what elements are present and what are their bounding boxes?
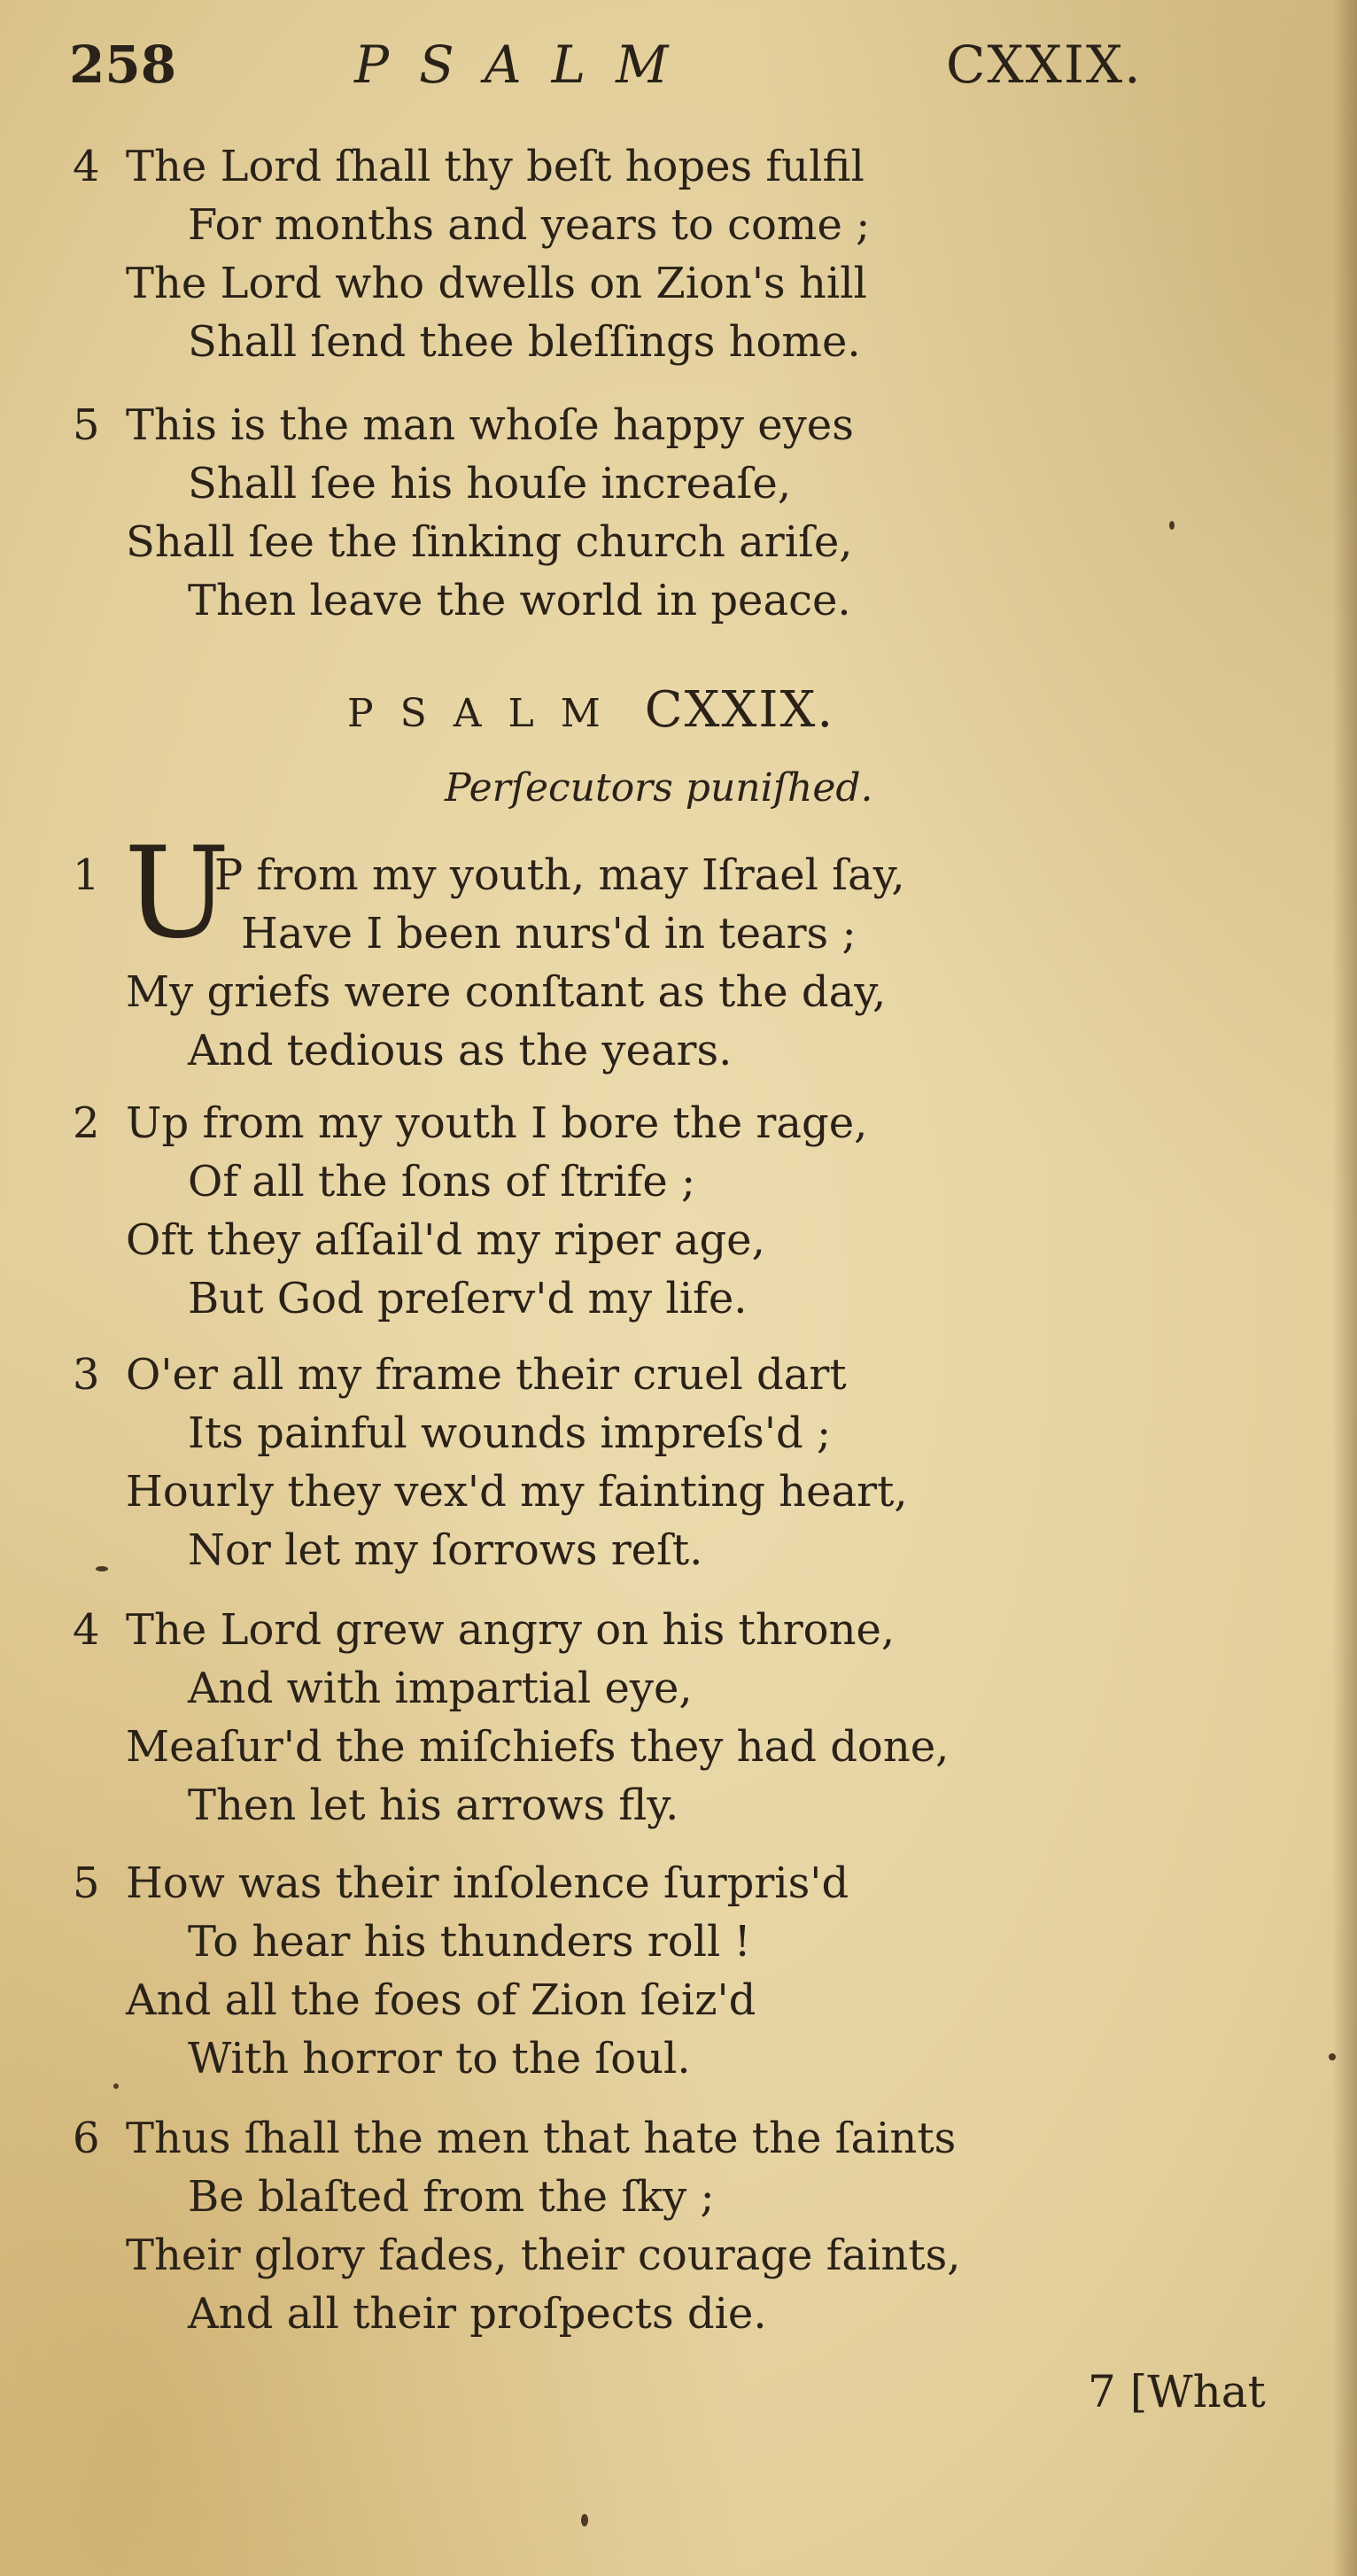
verse-line: Its painful wounds impreſs'd ;: [188, 1408, 832, 1458]
verse-line: To hear his thunders roll !: [188, 1917, 751, 1967]
stanza-number: 1: [73, 850, 100, 900]
verse-line: With horror to the ſoul.: [188, 2034, 691, 2083]
verse-line: And all the foes of Zion ſeiz'd: [126, 1975, 756, 2025]
stanza-number: 5: [73, 400, 100, 450]
stanza-number: 4: [73, 1605, 100, 1655]
verse-line: Up from my youth I bore the rage,: [126, 1098, 868, 1148]
verse-line: And tedious as the years.: [188, 1026, 733, 1075]
verse-line: Shall ſend thee bleſſings home.: [188, 317, 861, 367]
verse-line: Hourly they vex'd my fainting heart,: [126, 1467, 908, 1517]
verse-line: P from my youth, may Iſrael ſay,: [214, 850, 905, 900]
verse-line: Thus ſhall the men that hate the ſaints: [126, 2114, 957, 2163]
catchword: 7 [What: [1088, 2366, 1266, 2417]
verse-line: For months and years to come ;: [188, 200, 871, 250]
verse-line: The Lord ſhall thy beſt hopes fulfil: [126, 142, 865, 191]
psalm-title-numeral: CXXIX.: [644, 681, 835, 739]
verse-line: Of all the ſons of ſtrife ;: [188, 1157, 696, 1207]
verse-line: Have I been nurs'd in tears ;: [241, 909, 857, 958]
verse-line: This is the man whoſe happy eyes: [126, 400, 854, 450]
verse-line: And with impartial eye,: [188, 1664, 693, 1713]
verse-line: Meaſur'd the miſchiefs they had done,: [126, 1722, 950, 1772]
stanza-number: 4: [73, 142, 100, 191]
verse-line: Shall ſee his houſe increaſe,: [188, 459, 792, 508]
verse-line: Nor let my ſorrows reſt.: [188, 1525, 703, 1575]
verse-line: Shall ſee the ſinking church ariſe,: [126, 517, 853, 567]
verse-line: The Lord who dwells on Zion's hill: [126, 259, 867, 308]
psalm-title-word: PSALM: [347, 691, 627, 736]
verse-line: The Lord grew angry on his throne,: [126, 1605, 896, 1655]
stanza-number: 2: [73, 1098, 100, 1148]
verse-line: Oft they aſſail'd my riper age,: [126, 1215, 765, 1265]
stanza-number: 6: [73, 2114, 100, 2163]
verse-line: Then leave the world in peace.: [188, 576, 851, 625]
verse-line: My griefs were conſtant as the day,: [126, 967, 887, 1017]
drop-cap: U: [124, 820, 230, 966]
running-title: PSALM: [354, 35, 699, 95]
verse-line: And all their proſpects die.: [188, 2289, 767, 2339]
psalm-subtitle: Perſecutors puniſhed.: [445, 765, 873, 811]
page-number: 258: [69, 35, 177, 95]
verse-line: O'er all my frame their cruel dart: [126, 1350, 847, 1400]
psalm-title: [347, 675, 834, 746]
verse-line: But God preſerv'd my life.: [188, 1274, 748, 1323]
stanza-number: 5: [73, 1858, 100, 1908]
verse-line: Then let his arrows fly.: [188, 1781, 679, 1830]
verse-line: Their glory fades, their courage faints,: [126, 2231, 961, 2280]
verse-line: How was their inſolence ſurpris'd: [126, 1858, 849, 1908]
stanza-number: 3: [73, 1350, 100, 1400]
running-header: [69, 34, 1143, 96]
header-psalm-numeral: CXXIX.: [946, 35, 1143, 95]
page-edge-shadow: [1332, 0, 1357, 2576]
verse-line: Be blaſted from the ſky ;: [188, 2172, 715, 2222]
